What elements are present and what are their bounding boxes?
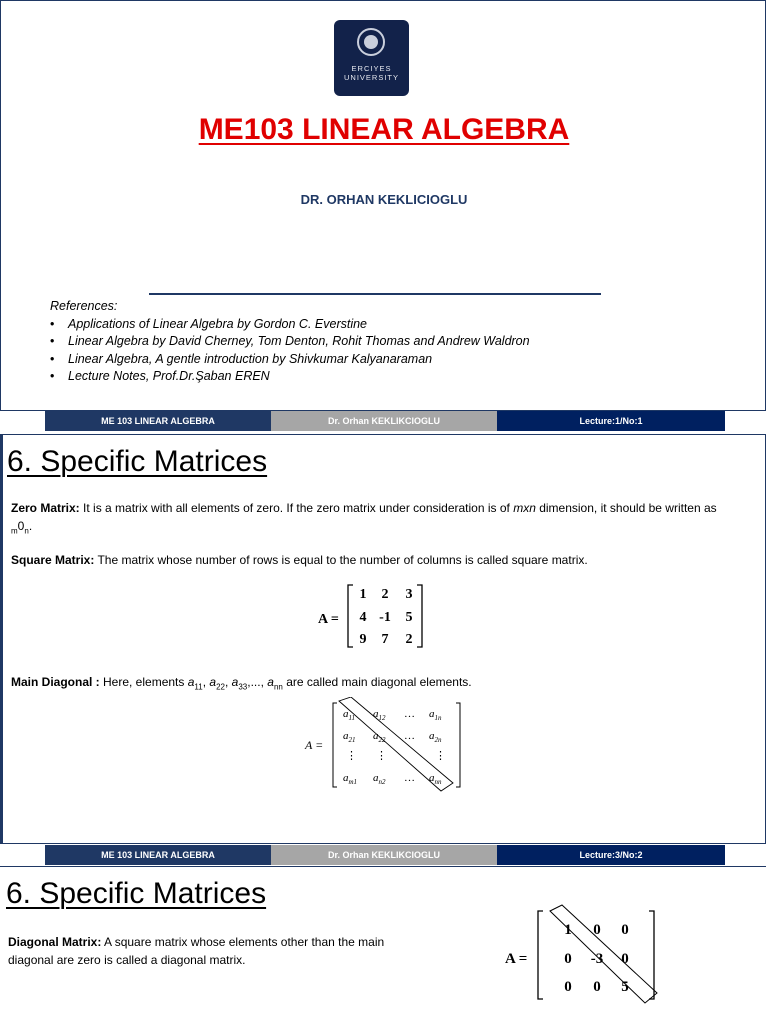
- slide-title: 6. Specific Matrices: [6, 877, 267, 910]
- svg-text:ann: $a_{nn}$: [429, 772, 442, 786]
- footer-instructor: Dr. Orhan KEKLIKCIOGLU: [271, 845, 497, 865]
- specific-matrices-slide-2: [0, 866, 766, 1024]
- university-logo: [334, 20, 409, 96]
- matrix-cell: 7: [381, 632, 389, 647]
- reference-item: • Lecture Notes, Prof.Dr.Şaban EREN: [50, 369, 270, 383]
- logo-line1: ERCIYES: [351, 64, 392, 73]
- svg-text:a21: $a_{21}$: [343, 730, 356, 744]
- university-seal-icon: [357, 28, 385, 56]
- references-heading: References:: [50, 299, 118, 313]
- matrix-cell: 4: [359, 610, 367, 625]
- diagonal-matrix-definition: Diagonal Matrix: A square matrix whose elements other than the main diagonal are zero is called a diagonal matrix.: [8, 935, 385, 967]
- svg-text:…: …: [404, 730, 415, 742]
- svg-text:…: …: [404, 772, 415, 784]
- reference-item: • Applications of Linear Algebra by Gordon C. Everstine: [50, 316, 368, 331]
- matrix-cell: 0: [593, 979, 601, 995]
- matrix-cell: 2: [381, 587, 389, 602]
- svg-text:a1n: $a_{1n}$: [429, 708, 442, 722]
- svg-text:a2n: $a_{2n}$: [429, 730, 442, 744]
- matrix-cell: 0: [621, 951, 629, 967]
- matrix-cell: 2: [405, 632, 413, 647]
- slide-footer: [45, 411, 725, 431]
- matrix-name: A =: [505, 951, 528, 967]
- matrix-cell: 0: [564, 979, 572, 995]
- matrix-cell: 3: [405, 587, 413, 602]
- diagonal-matrix-example: [500, 903, 670, 1007]
- matrix-cell: 0: [621, 922, 629, 938]
- slide-title: 6. Specific Matrices: [7, 445, 268, 478]
- footer-lecture: Lecture:1/No:1: [497, 411, 725, 431]
- zero-matrix-definition: Zero Matrix: It is a matrix with all elements of zero. If the zero matrix under consideration is of mxn dimension, it should be written as $_m0_n$.: [11, 501, 717, 536]
- svg-text:am1: $a_{m1}$: [343, 772, 358, 786]
- reference-item: • Linear Algebra, A gentle introduction by Shivkumar Kalyanaraman: [50, 351, 433, 366]
- svg-text:a12: $a_{12}$: [373, 708, 386, 722]
- specific-matrices-slide-1: [0, 434, 766, 844]
- square-matrix-definition: Square Matrix: The matrix whose number of rows is equal to the number of columns is called square matrix.: [11, 553, 588, 567]
- svg-text:⋮: ⋮: [346, 750, 357, 762]
- title-slide: [0, 0, 766, 411]
- slide-footer: [45, 845, 725, 865]
- svg-text:a11: $a_{11}$: [343, 708, 355, 722]
- reference-item: • Linear Algebra by David Cherney, Tom Denton, Rohit Thomas and Andrew Waldron: [50, 334, 530, 348]
- divider: [149, 293, 601, 295]
- square-matrix-example: [313, 579, 433, 651]
- diagonal-highlight: [339, 697, 453, 791]
- references: [50, 298, 530, 386]
- matrix-cell: 1: [564, 922, 572, 938]
- svg-text:an2: $a_{n2}$: [373, 772, 386, 786]
- footer-course: ME 103 LINEAR ALGEBRA: [45, 411, 271, 431]
- main-diagonal-definition: Main Diagonal : Here, elements $a_{11}$, $a_{22}$, $a_{33}$,..., $a_{nn}$ are called main diagonal elements.: [11, 675, 472, 692]
- matrix-cell: 0: [564, 951, 572, 967]
- matrix-name: A =: [305, 738, 324, 752]
- general-matrix-diagonal-example: [301, 697, 471, 793]
- course-title: ME103 LINEAR ALGEBRA: [198, 113, 570, 146]
- matrix-cell: -3: [590, 951, 604, 967]
- svg-text:a22: $a_{22}$: [373, 730, 386, 744]
- footer-instructor: Dr. Orhan KEKLIKCIOGLU: [271, 411, 497, 431]
- matrix-cell: 5: [621, 979, 629, 995]
- matrix-cell: 1: [359, 587, 367, 602]
- footer-lecture: Lecture:3/No:2: [497, 845, 725, 865]
- svg-text:⋮: ⋮: [376, 750, 387, 762]
- svg-text:⋮: ⋮: [435, 750, 446, 762]
- matrix-cell: 0: [593, 922, 601, 938]
- footer-course: ME 103 LINEAR ALGEBRA: [45, 845, 271, 865]
- matrix-cell: -1: [379, 610, 391, 625]
- logo-line2: UNIVERSITY: [343, 73, 399, 82]
- matrix-cell: 5: [405, 610, 413, 625]
- matrix-name: A =: [318, 612, 339, 627]
- matrix-cell: 9: [359, 632, 367, 647]
- svg-text:…: …: [404, 708, 415, 720]
- author-name: DR. ORHAN KEKLICIOGLU: [300, 192, 468, 207]
